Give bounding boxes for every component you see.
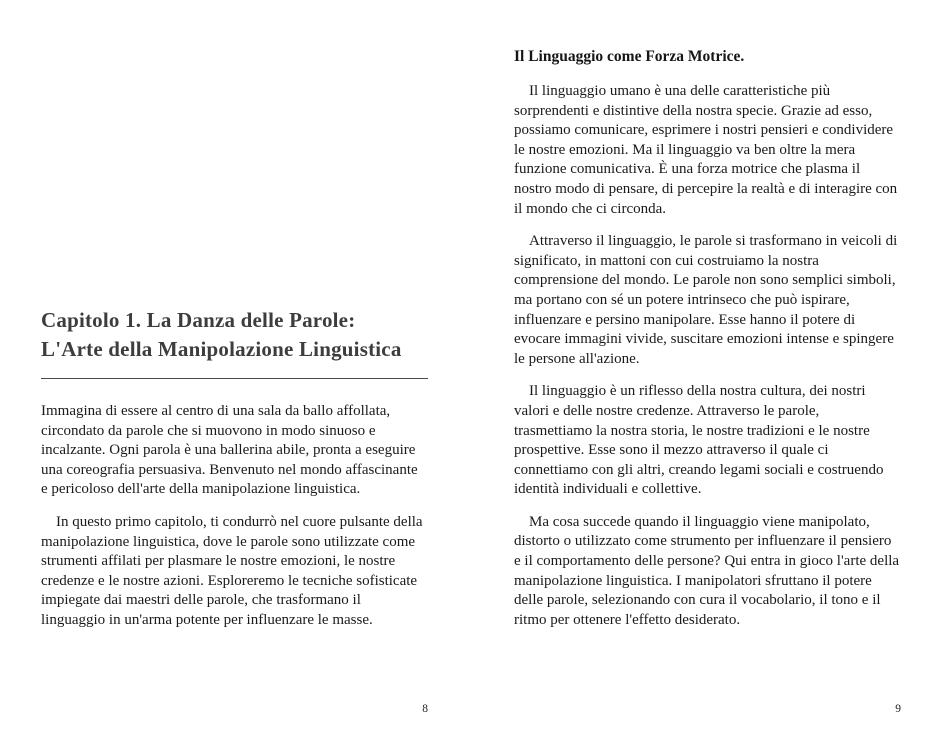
- right-page: [514, 0, 901, 729]
- paragraph: Il linguaggio è un riflesso della nostra cultura, dei nostri valori e delle nostre credenze. Attraverso le parole, trasmettiamo la nostra storia, le nostre tradizioni e le nostre prospettive. Esse sono il mezzo attraverso il quale ci connettiamo con gli altri, creando legami sociali e costruendo identità individuali e collettive.: [514, 383, 884, 498]
- paragraph: Immagina di essere al centro di una sala da ballo affollata, circondato da parole che si muovono in modo sinuoso e incalzante. Ogni parola è una ballerina abile, pronta a eseguire una coreografia persuasiva. Benvenuto nel mondo affascinante e pericoloso dell'arte della manipolazione linguistica.: [41, 403, 418, 498]
- paragraph: Ma cosa succede quando il linguaggio viene manipolato, distorto o utilizzato come strumento per influenzare il pensiero e il comportamento delle persone? Qui entra in gioco l'arte della manipolazione linguistica. I manipolatori sfruttano il potere delle parole, selezionando con cura il vocabolario, il tono e il ritmo per ottenere l'effetto desiderato.: [514, 513, 900, 628]
- left-page-body: [41, 306, 428, 644]
- title-divider: [41, 378, 428, 379]
- paragraph: Attraverso il linguaggio, le parole si trasformano in veicoli di significato, in mattoni con cui costruiamo la nostra comprensione del mondo. Le parole non sono semplici simboli, ma portano con sé un potere intrinseco che può ispirare, influenzare e persino manipolare. Esse hanno il potere di evocare immagini vivide, suscitare emozioni intense e spingere le persone all'azione.: [514, 233, 898, 367]
- page-number-left: 8: [422, 703, 428, 715]
- paragraph: In questo primo capitolo, ti condurrò nel cuore pulsante della manipolazione linguistica, dove le parole sono utilizzate come strumenti affilati per plasmare le nostre emozioni, le nostre credenze e le nostre azioni. Esploreremo le tecniche sofisticate impiegate dai maestri delle parole, che trasformano il linguaggio in un'arma potente per influenzare le masse.: [41, 513, 423, 628]
- paragraph: Il linguaggio umano è una delle caratteristiche più sorprendenti e distintive della nostra specie. Grazie ad esso, possiamo comunicare, esprimere i nostri pensieri e condividere le nostre emozioni. Ma il linguaggio va ben oltre la mera funzione comunicativa. È una forza motrice che plasma il nostro modo di pensare, di percepire la realtà e di interagire con il mondo che ci circonda.: [514, 83, 898, 217]
- left-page: [41, 0, 428, 729]
- section-heading: Il Linguaggio come Forza Motrice.: [514, 48, 745, 65]
- page-number-right: 9: [895, 703, 901, 715]
- chapter-title: [41, 306, 428, 364]
- chapter-title-line-2: L'Arte della Manipolazione Linguistica: [41, 337, 402, 361]
- chapter-title-line-1: Capitolo 1. La Danza delle Parole:: [41, 308, 356, 332]
